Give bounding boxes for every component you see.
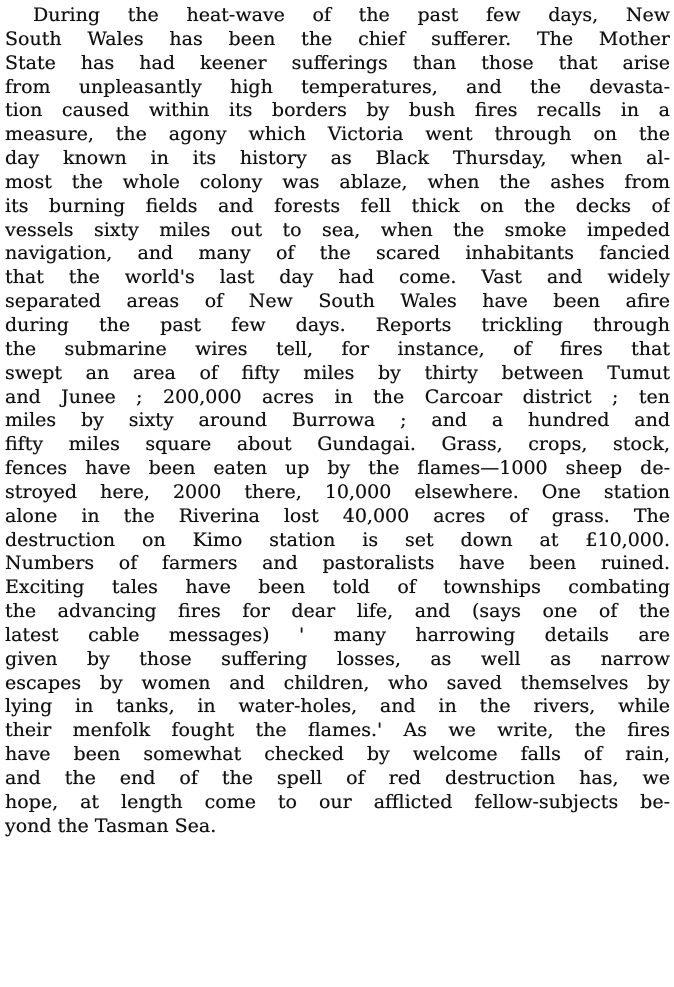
article-line: fences have been eaten up by the flames—1000 sheep de- [5,457,670,480]
article-line: tion caused within its borders by bush fires recalls in a [5,99,670,122]
article-line: the submarine wires tell, for instance, of fires that [5,337,670,360]
article-line: measure, the agony which Victoria went through on the [5,123,670,146]
article-body [5,4,670,839]
article-line: that the world's last day had come. Vast and widely [5,266,670,289]
article-line: latest cable messages) ' many harrowing details are [5,623,670,646]
article-line: day known in its history as Black Thursday, when al- [5,147,670,170]
article-line: State has had keener sufferings than those that arise [5,51,670,74]
article-line: separated areas of New South Wales have been afire [5,290,670,313]
article-line: and the end of the spell of red destruction has, we [5,767,670,789]
article-line: stroyed here, 2000 there, 10,000 elsewhere. One station [5,480,670,503]
article-line: South Wales has been the chief sufferer. The Mother [5,27,670,50]
article-line: given by those suffering losses, as well as narrow [5,647,670,670]
article-line: yond the Tasman Sea. [5,814,217,837]
article-line: have been somewhat checked by welcome falls of rain, [5,743,670,766]
article-line: navigation, and many of the scared inhabitants fancied [5,242,670,265]
article-line: hope, at length come to our afflicted fellow-subjects be- [5,790,670,813]
article-line: miles by sixty around Burrowa ; and a hundred and [5,409,670,432]
article-line: and Junee ; 200,000 acres in the Carcoar district ; ten [5,385,670,408]
article-line: During the heat-wave of the past few days, New [33,4,670,26]
article-line: Exciting tales have been told of townships combating [5,576,670,599]
article-line: escapes by women and children, who saved themselves by [5,671,670,694]
article-line: their menfolk fought the flames.' As we write, the fires [5,719,670,742]
article-line: lying in tanks, in water-holes, and in the rivers, while [5,695,670,718]
article-line: alone in the Riverina lost 40,000 acres of grass. The [5,504,670,527]
article-line: destruction on Kimo station is set down at £10,000. [5,528,670,551]
article-line: Numbers of farmers and pastoralists have been ruined. [5,552,670,575]
article-line: the advancing fires for dear life, and (says one of the [5,600,670,623]
article-line: vessels sixty miles out to sea, when the smoke impeded [5,218,670,241]
article-line: its burning fields and forests fell thick on the decks of [5,194,670,217]
article-line: fifty miles square about Gundagai. Grass, crops, stock, [5,433,670,456]
article-line: most the whole colony was ablaze, when the ashes from [5,170,670,193]
article-line: swept an area of fifty miles by thirty between Tumut [5,361,670,384]
article-line: during the past few days. Reports trickling through [5,313,670,336]
article-line: from unpleasantly high temperatures, and the devasta- [5,75,670,98]
